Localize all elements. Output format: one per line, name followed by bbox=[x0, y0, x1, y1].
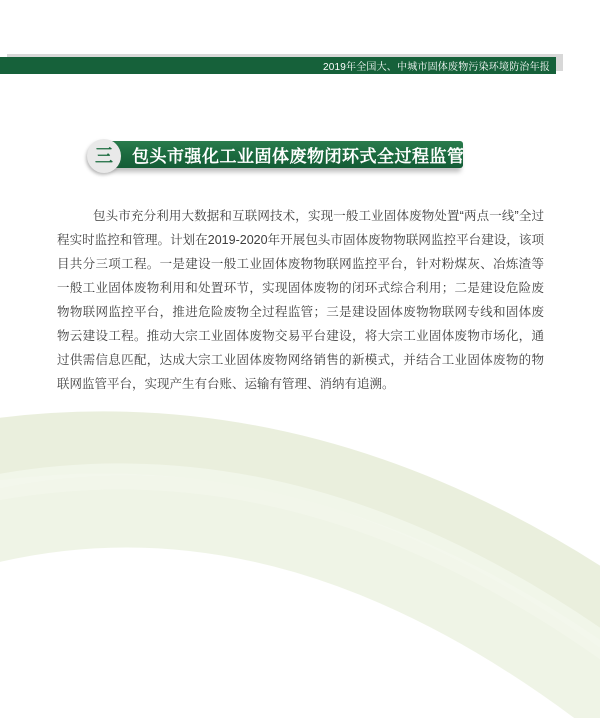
curve-band-highlight bbox=[0, 476, 600, 680]
curve-band-lower bbox=[0, 511, 600, 718]
curve-band-upper bbox=[0, 442, 600, 630]
report-title: 2019年全国大、中城市固体废物污染环境防治年报 bbox=[322, 62, 550, 73]
section-number: 三 bbox=[95, 146, 113, 166]
report-header-bar bbox=[0, 57, 556, 74]
section-title-banner bbox=[90, 141, 463, 168]
section-title: 包头市强化工业固体废物闭环式全过程监管 bbox=[132, 147, 465, 166]
decorative-curves bbox=[0, 380, 600, 718]
section-number-badge bbox=[87, 139, 121, 173]
body-paragraph: 包头市充分利用大数据和互联网技术，实现一般工业固体废物处置“两点一线”全过程实时监控和管理。计划在2019-2020年开展包头市固体废物物联网监控平台建设，该项目共分三项工程。一是建设一般工业固体废物物联网监控平台，针对粉煤灰、冶炼渣等一般工业固体废物利用和处置环节，实现固体废物的闭环式综合利用；二是建设危险废物物联网监控平台，推进危险废物全过程监管；三是建设固体废物物联网专线和固体废物云建设工程。推动大宗工业固体废物交易平台建设，将大宗工业固体废物市场化，通过供需信息匹配，达成大宗工业固体废物网络销售的新模式，并结合工业固体废物的物联网监管平台，实现产生有台账、运输有管理、消纳有追溯。 bbox=[57, 208, 544, 391]
